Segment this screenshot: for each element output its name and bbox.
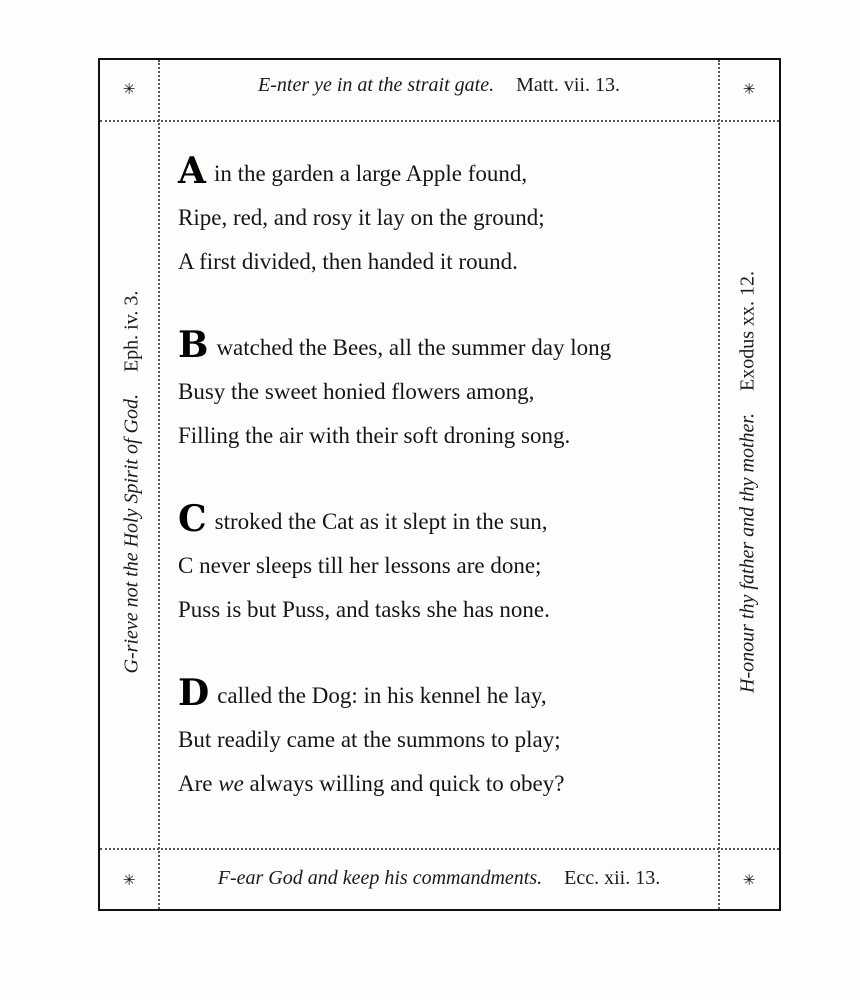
- stanza-line: [178, 152, 718, 196]
- header-reference: Matt. vii. 13.: [516, 74, 620, 96]
- right-motto: [737, 271, 760, 693]
- stanza-line-text: always willing and quick to obey?: [243, 771, 565, 796]
- left-divider: [158, 60, 160, 909]
- stanza-line: C never sleeps till her lessons are done;: [178, 553, 542, 578]
- stanza-line: Puss is but Puss, and tasks she has none.: [178, 597, 550, 622]
- stanza-line: Ripe, red, and rosy it lay on the ground;: [178, 205, 545, 230]
- star-ornament-icon: ✳: [742, 80, 756, 98]
- stanza-line: [178, 326, 718, 370]
- verse-block: [178, 152, 718, 848]
- stanza-line-text: Are: [178, 771, 219, 796]
- drop-initial: C: [178, 498, 207, 540]
- stanza-line-text: in the garden a large Apple found,: [213, 161, 528, 186]
- star-ornament-icon: ✳: [122, 871, 136, 889]
- bottom-divider: [100, 848, 779, 850]
- footer-motto-text: F-ear God and keep his commandments.: [217, 867, 543, 889]
- footer-motto: [160, 867, 718, 890]
- header-motto-text: E-nter ye in at the strait gate.: [258, 74, 495, 96]
- star-ornament-icon: ✳: [122, 80, 136, 98]
- right-reference: Exodus xx. 12.: [736, 271, 759, 392]
- star-ornament-icon: ✳: [742, 871, 756, 889]
- drop-initial: B: [178, 324, 209, 366]
- stanza-line: [178, 762, 718, 806]
- header-motto: [160, 74, 718, 97]
- stanza-line: Filling the air with their soft droning song.: [178, 423, 571, 448]
- stanza-line: A first divided, then handed it round.: [178, 249, 518, 274]
- right-motto-text: H-onour thy father and thy mother.: [736, 413, 759, 693]
- top-divider: [100, 120, 779, 122]
- stanza-a: [178, 152, 718, 284]
- drop-initial: D: [178, 672, 210, 714]
- stanza-line-text: stroked the Cat as it slept in the sun,: [214, 509, 548, 534]
- stanza-d: [178, 674, 718, 806]
- drop-initial: A: [178, 150, 206, 192]
- stanza-c: [178, 500, 718, 632]
- emphasized-word: we: [218, 771, 244, 796]
- stanza-line: Busy the sweet honied flowers among,: [178, 379, 535, 404]
- left-motto: [121, 291, 144, 674]
- left-reference: Eph. iv. 3.: [120, 290, 143, 373]
- stanza-line: [178, 500, 718, 544]
- stanza-b: [178, 326, 718, 458]
- right-divider: [718, 60, 720, 909]
- footer-reference: Ecc. xii. 13.: [564, 867, 661, 889]
- left-motto-text: G-rieve not the Holy Spirit of God.: [120, 394, 143, 674]
- stanza-line: [178, 674, 718, 718]
- stanza-line-text: called the Dog: in his kennel he lay,: [217, 683, 547, 708]
- stanza-line: But readily came at the summons to play;: [178, 727, 561, 752]
- stanza-line-text: watched the Bees, all the summer day long: [216, 335, 612, 360]
